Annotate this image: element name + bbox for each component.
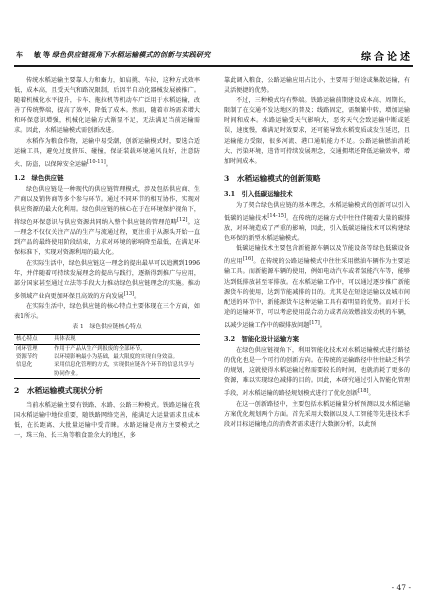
paragraph: 当前水稻运输主要有铁路、水路、公路三种模式。铁路运输在我国水稻运输中地位重要，随铁路网络完善，能满足大运量需求且成本低，在长距离、大批量运输中受青睐。水路运输是南方主要模式之一，珠三角、长三角等粮食盈余大的地区，多 bbox=[14, 402, 200, 440]
citation[interactable]: [12] bbox=[177, 217, 188, 224]
running-header bbox=[14, 48, 413, 64]
paragraph: 在绿色供应链视角下，利用智能化技术对水稻运输模式进行路径的优化也是一个可行的创新方向。在传统的运输路径中往往缺乏科学的规划，这就使得水稻运输过程需要较长的时间，也就消耗了更多的资源，难以实现绿色减排的目的。因此，本研究通过引入智能化管理手段，对水稻运输的路径规划模式进行了优化创新[18]。 bbox=[224, 347, 410, 398]
right-column bbox=[224, 76, 410, 430]
citation[interactable]: [18] bbox=[358, 388, 369, 395]
citation[interactable]: [16] bbox=[242, 256, 254, 263]
paragraph: 传统水稻运输主要靠人力和畜力，如肩挑、车拉，这种方式效率低，成本高，且受天气和路况限制，后因半自动化器械发展被推广。随着机械化水平提升，卡车、拖拉机等机动车广泛用于水稻运输，改善了传统弊端，提高了效率，降低了成本。然而，随着市场需求增大和环保意识增强，机械化运输方式渐显不足，无法满足当前运输需求。因此，水稻运输模式需创新改进。 bbox=[14, 77, 200, 135]
paragraph: 在实际生活中，绿色供应链这一理念的提出最早可以追溯到1996年，并伴随着可持续发展理念的提出与践行，逐渐得到推广与应用，部分国家甚至通过立法等手段大力推动绿色供应链理念的实施。推动多领域产业向更加环保且高效的方向发展[13]。 bbox=[14, 259, 200, 300]
page-number: - 47 - bbox=[391, 583, 411, 592]
citation[interactable]: [13] bbox=[123, 290, 135, 297]
table-cell: 以环境影响最小为基础，最大限度的实现自身效益。 bbox=[54, 353, 178, 360]
table-header-row bbox=[14, 335, 200, 344]
citation[interactable]: [10-11] bbox=[87, 158, 106, 165]
paragraph: 低碳运输技术主要包含新能源车辆以及节能设备等绿色低碳设备的应用[16]。在传统的公路运输模式中往往采用燃油车辆作为主要运输工具。而新能源车辆的使用，例如电动汽车或者氢能汽车等，能够达到低排放甚至零排放。在水稻运输工作中，可以通过逐步推广新能源货车的使用，达到节能减排的目的。尤其是在短途运输以及城市间配送的环节中，新能源货车这种运输工具有着明显的优势。而对于长途的运输环节，可以考虑使用混合动力或者高效燃油发动机的车辆，以减少运输工作中的碳排放问题[17]。 bbox=[224, 245, 411, 329]
paragraph: 水稻作为粮食作物，运输中易受潮，创新运输模式时，要选合适运输工具，避免过度挤压、碰撞，保证装载环境通风良好，注意防火、防盗，以保障安全运输[10-11]。 bbox=[14, 137, 200, 168]
table-cell: 作用于产品从生产到报废的全部环节。 bbox=[54, 345, 146, 352]
left-column bbox=[14, 76, 200, 442]
table-cell: 信息化 bbox=[16, 362, 33, 369]
section-tag: 综合论述 bbox=[361, 52, 413, 63]
table-header-cell: 核心特点 bbox=[16, 336, 38, 343]
paragraph: 绿色供应链是一种现代的供应链管理模式，涉及包括供应商、生产商以及销售商等多个参与环节。通过不同环节的相互协作，实现对供应资源的最大化利用。绿色供应链的核心在于在环境保护视角下，将绿色环保意识与供应资源共同纳入整个供应链的管理范畴[12]。这一理念不仅仅关注产品的生产与流通过程，更注重于从源头开始一直到产品的最终使用阶段结束，力求对环境的影响降至最低，在满足环保标准下，实现对资源利用的最大化。 bbox=[14, 185, 201, 257]
paragraph: 在实际生活中，绿色供应链的核心特点主要体现在三个方面，如表1所示。 bbox=[14, 302, 200, 321]
header-rule bbox=[14, 65, 413, 67]
section-heading-3-1: 3.1 引入低碳运输技术 bbox=[224, 189, 293, 198]
section-heading-3: 3 水稻运输模式的创新策略 bbox=[224, 173, 321, 183]
table-row bbox=[14, 361, 200, 378]
paragraph: 在这一创新路径中，主要包括水稻运输量分析预测以及水稻运输方案优化规划两个方面。首先采用大数据以及人工智能等先进技术手段对目标运输地点的消费者需求进行大数据分析，以此预 bbox=[224, 400, 410, 428]
table-header-cell: 具体表现 bbox=[54, 336, 76, 343]
header-author: 车 敏等 bbox=[16, 50, 52, 59]
table-caption: 表 1 绿色供应链核心特点 bbox=[72, 324, 142, 331]
table-cell: 闭环管理 bbox=[16, 345, 38, 352]
citation[interactable]: [14-15] bbox=[267, 212, 287, 219]
table-row bbox=[14, 344, 200, 353]
table-cell: 资源节约 bbox=[16, 353, 38, 360]
paragraph: 为了契合绿色供应链的基本理念，水稻运输模式的创新可以引入低碳的运输技术[14-15]。在传统的运输方式中往往伴随着大量的碳排放，对环境造成了严重的影响，因此，引入低碳运输技术可以构建绿色环保的新型水稻运输模式。 bbox=[224, 201, 411, 243]
section-heading-1-2: 1.2 绿色供应链 bbox=[14, 173, 64, 182]
table-cell: 采用信息化管理的方式，实现供应链各个环节的信息共享与协同作业。 bbox=[54, 362, 195, 377]
citation[interactable]: [17] bbox=[309, 319, 320, 326]
paragraph: 靠此调入粮食，公路运输应用占比小，主要用于短途或集散运输，有灵活便捷的优势。 bbox=[224, 77, 410, 95]
green-supply-chain-table bbox=[14, 334, 200, 379]
table-row bbox=[14, 353, 200, 361]
header-title: 绿色供应链视角下水稻运输模式的创新与实践研究 bbox=[52, 50, 211, 59]
section-heading-2: 2 水稻运输模式现状分析 bbox=[14, 386, 103, 396]
section-heading-3-2: 3.2 智能化设计运输方案 bbox=[224, 335, 300, 344]
paragraph: 不过，三种模式均有弊端。铁路运输前期建设成本高、周期长，限制了在交通不发达地区的普及；线路固定，需频繁中转，增加运输时间和成本。水路运输受天气影响大，恶劣天气会致运输中断或延误，速度慢，难满足时效要求，还可能导致水稻变质或发生延迟，且运输能力受限，很多河流、港口通航能力不足。公路运输燃油消耗大、污染环境，违背可持续发展理念，交通拥堵还降低运输效率，增加时间成本。 bbox=[224, 97, 410, 165]
